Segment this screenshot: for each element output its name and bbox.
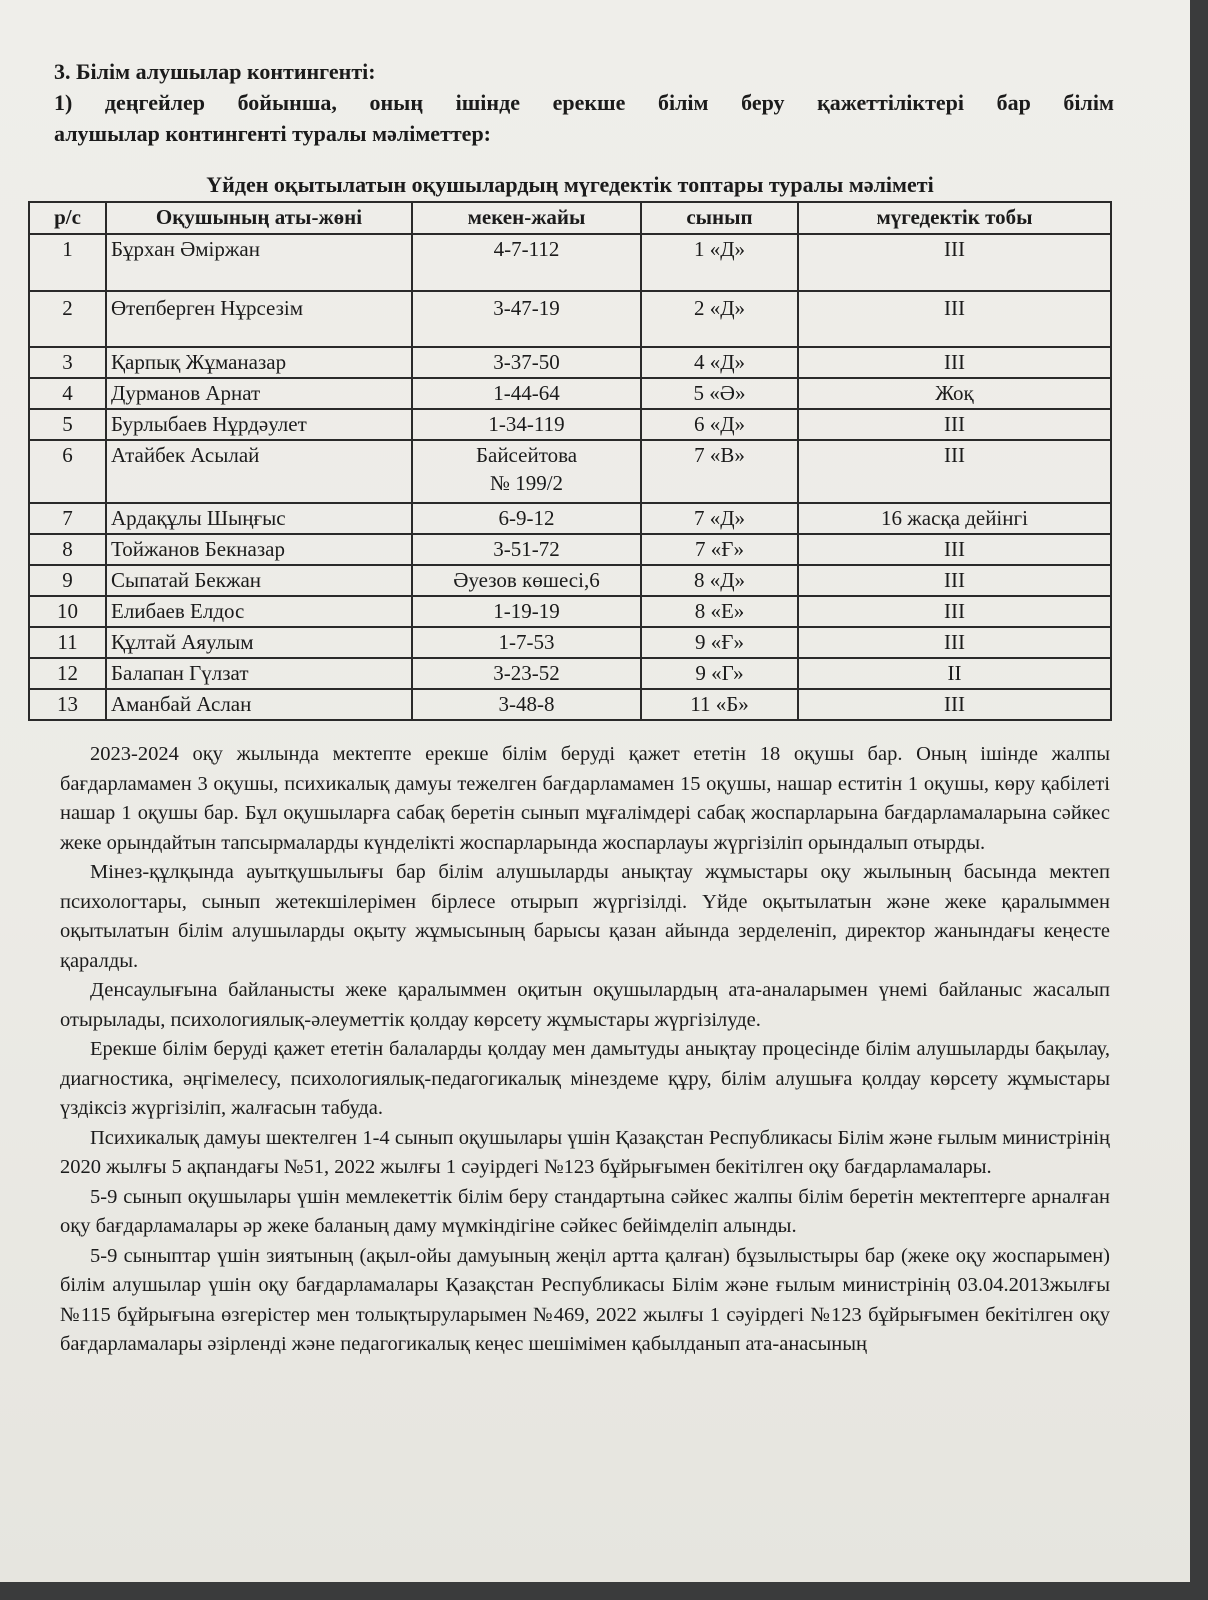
row-class: 8 «Д» [641, 565, 798, 596]
row-group: ІІІ [798, 596, 1111, 627]
row-address: 3-47-19 [412, 291, 641, 347]
row-class: 11 «Б» [641, 689, 798, 720]
row-address: 3-51-72 [412, 534, 641, 565]
header-name: Оқушының аты-жөні [106, 202, 412, 234]
row-name: Бұрхан Әміржан [106, 234, 412, 291]
table-row [29, 409, 1111, 440]
row-address: 6-9-12 [412, 503, 641, 534]
row-num: 8 [29, 534, 106, 565]
header-num: р/с [29, 202, 106, 234]
table-row [29, 378, 1111, 409]
paragraph: Ерекше білім беруді қажет ететін балаларды қолдау мен дамытуды анықтау процесінде білім алушыларды бақылау, диагностика, әңгімелесу, психологиялық-педагогикалық мінездеме құру, білім алушыға қолдау көрсету жұмыстары үздіксіз жүргізіліп, жалғасын табуда. [60, 1038, 1110, 1119]
row-group: ІІІ [798, 627, 1111, 658]
row-group: ІІІ [798, 534, 1111, 565]
row-group: 16 жасқа дейінгі [798, 503, 1111, 534]
table-row [29, 291, 1111, 347]
row-address: 1-34-119 [412, 409, 641, 440]
paragraph: 2023-2024 оқу жылында мектепте ерекше білім беруді қажет ететін 18 оқушы бар. Оның ішінде жалпы бағдарламамен 3 оқушы, психикалық дамуы тежелген бағдарламамен 15 оқушы, нашар еститін 1 оқушы, көру қабілеті нашар 1 оқушы бар. Бұл оқушыларға сабақ беретін сынып мұғалімдері сабақ жоспарларына бағдарламаларына сәйкес жеке орындайтын тапсырмаларды күнделікті жоспарларында жоспарлауы жүргізіліп орындалып отырды. [60, 743, 1110, 854]
row-address: Әуезов көшесі,6 [412, 565, 641, 596]
row-name: Дурманов Арнат [106, 378, 412, 409]
table-title: Үйден оқытылатын оқушылардың мүгедектік топтары туралы мәліметі [206, 172, 934, 197]
row-num: 1 [29, 234, 106, 291]
heading-line-2: 1) деңгейлер бойынша, оның ішінде ерекше білім беру қажеттіліктері бар білім [54, 90, 1114, 115]
row-group: ІІІ [798, 409, 1111, 440]
heading-line-1: 3. Білім алушылар контингенті: [54, 59, 376, 84]
row-num: 4 [29, 378, 106, 409]
students-table [28, 201, 1112, 721]
row-name: Бурлыбаев Нұрдәулет [106, 409, 412, 440]
table-row [29, 658, 1111, 689]
paragraph: Психикалық дамуы шектелген 1-4 сынып оқушылары үшін Қазақстан Республикасы Білім және ғылым министрінің 2020 жылғы 5 ақпандағы №51, 2022 жылғы 1 сәуірдегі №123 бұйрығымен бекітілген оқу бағдарламалары. [60, 1126, 1110, 1178]
row-group: ІІІ [798, 234, 1111, 291]
row-group: ІІІ [798, 565, 1111, 596]
header-class: сынып [641, 202, 798, 234]
table-row [29, 534, 1111, 565]
row-class: 2 «Д» [641, 291, 798, 347]
row-group: ІІІ [798, 440, 1111, 503]
table-row [29, 596, 1111, 627]
table-row [29, 565, 1111, 596]
row-class: 9 «Ғ» [641, 627, 798, 658]
row-num: 12 [29, 658, 106, 689]
row-group: ІІІ [798, 689, 1111, 720]
row-name: Балапан Гүлзат [106, 658, 412, 689]
row-class: 6 «Д» [641, 409, 798, 440]
row-num: 9 [29, 565, 106, 596]
row-address-line1: Байсейтова [475, 443, 578, 467]
row-num: 11 [29, 627, 106, 658]
table-row [29, 627, 1111, 658]
table-row [29, 440, 1111, 503]
row-num: 7 [29, 503, 106, 534]
row-group: ІІІ [798, 291, 1111, 347]
row-name: Сыпатай Бекжан [106, 565, 412, 596]
row-num: 6 [29, 440, 106, 503]
paragraph: 5-9 сынып оқушылары үшін мемлекеттік білім беру стандартына сәйкес жалпы білім беретін мектептерге арналған оқу бағдарламалары әр жеке баланың даму мүмкіндігіне сәйкес бейімделіп алынды. [60, 1185, 1110, 1237]
paragraph: Мінез-құлқында ауытқушылығы бар білім алушыларды анықтау жұмыстары оқу жылының басында мектеп психологтары, сынып жетекшілерімен бірлесе отырып жүргізілді. Үйде оқытылатын және жеке қаралыммен оқытылатын білім алушыларды оқыту жұмысының барысы қазан айында зерделеніп, директор жанындағы кеңесте қаралды. [60, 861, 1110, 972]
row-name: Құлтай Аяулым [106, 627, 412, 658]
section-heading [54, 56, 1114, 149]
row-class: 9 «Г» [641, 658, 798, 689]
row-num: 3 [29, 347, 106, 378]
row-address: 3-48-8 [412, 689, 641, 720]
paragraph: Денсаулығына байланысты жеке қаралыммен оқитын оқушылардың ата-аналарымен үнемі байланыс жасалып отырылады, психологиялық-әлеуметтік қолдау көрсету жұмыстары жүргізілуде. [60, 979, 1110, 1031]
row-group: ІІ [798, 658, 1111, 689]
row-num: 5 [29, 409, 106, 440]
row-name: Өтепберген Нұрсезім [106, 291, 412, 347]
row-address [412, 440, 641, 503]
table-row [29, 234, 1111, 291]
table-row [29, 503, 1111, 534]
row-name: Елибаев Елдос [106, 596, 412, 627]
row-name: Тойжанов Бекназар [106, 534, 412, 565]
row-name: Атайбек Асылай [106, 440, 412, 503]
row-class: 4 «Д» [641, 347, 798, 378]
row-num: 13 [29, 689, 106, 720]
row-class: 5 «Ә» [641, 378, 798, 409]
row-group: Жоқ [798, 378, 1111, 409]
row-class: 8 «Е» [641, 596, 798, 627]
header-group: мүгедектік тобы [798, 202, 1111, 234]
row-name: Аманбай Аслан [106, 689, 412, 720]
row-name: Қарпық Жұманазар [106, 347, 412, 378]
row-class: 7 «В» [641, 440, 798, 503]
row-address-line2: № 199/2 [489, 471, 564, 495]
row-address: 3-23-52 [412, 658, 641, 689]
row-num: 10 [29, 596, 106, 627]
body-text [60, 740, 1110, 1360]
row-address: 4-7-112 [412, 234, 641, 291]
row-address: 3-37-50 [412, 347, 641, 378]
table-header-row [29, 202, 1111, 234]
row-address: 1-44-64 [412, 378, 641, 409]
table-row [29, 347, 1111, 378]
row-address: 1-19-19 [412, 596, 641, 627]
paragraph: 5-9 сыныптар үшін зиятының (ақыл-ойы дамуының жеңіл артта қалған) бұзылыстыры бар (жеке оқу жоспарымен) білім алушылар үшін оқу бағдарламалары Қазақстан Республикасы Білім және ғылым министрінің 03.04.2013жылғы №115 бұйрығына өзгерістер мен толықтыруларымен №469, 2022 жылғы 1 сәуірдегі №123 бұйрығымен бекітілген оқу бағдарламалары әзірленді және педагогикалық кеңес шешімімен қабылданып ата-анасының [60, 1244, 1110, 1355]
row-class: 7 «Д» [641, 503, 798, 534]
row-class: 1 «Д» [641, 234, 798, 291]
row-address: 1-7-53 [412, 627, 641, 658]
table-row [29, 689, 1111, 720]
header-address: мекен-жайы [412, 202, 641, 234]
row-group: ІІІ [798, 347, 1111, 378]
row-class: 7 «Ғ» [641, 534, 798, 565]
row-name: Ардақұлы Шыңғыс [106, 503, 412, 534]
heading-line-3: алушылар контингенті туралы мәліметтер: [54, 121, 492, 146]
row-num: 2 [29, 291, 106, 347]
